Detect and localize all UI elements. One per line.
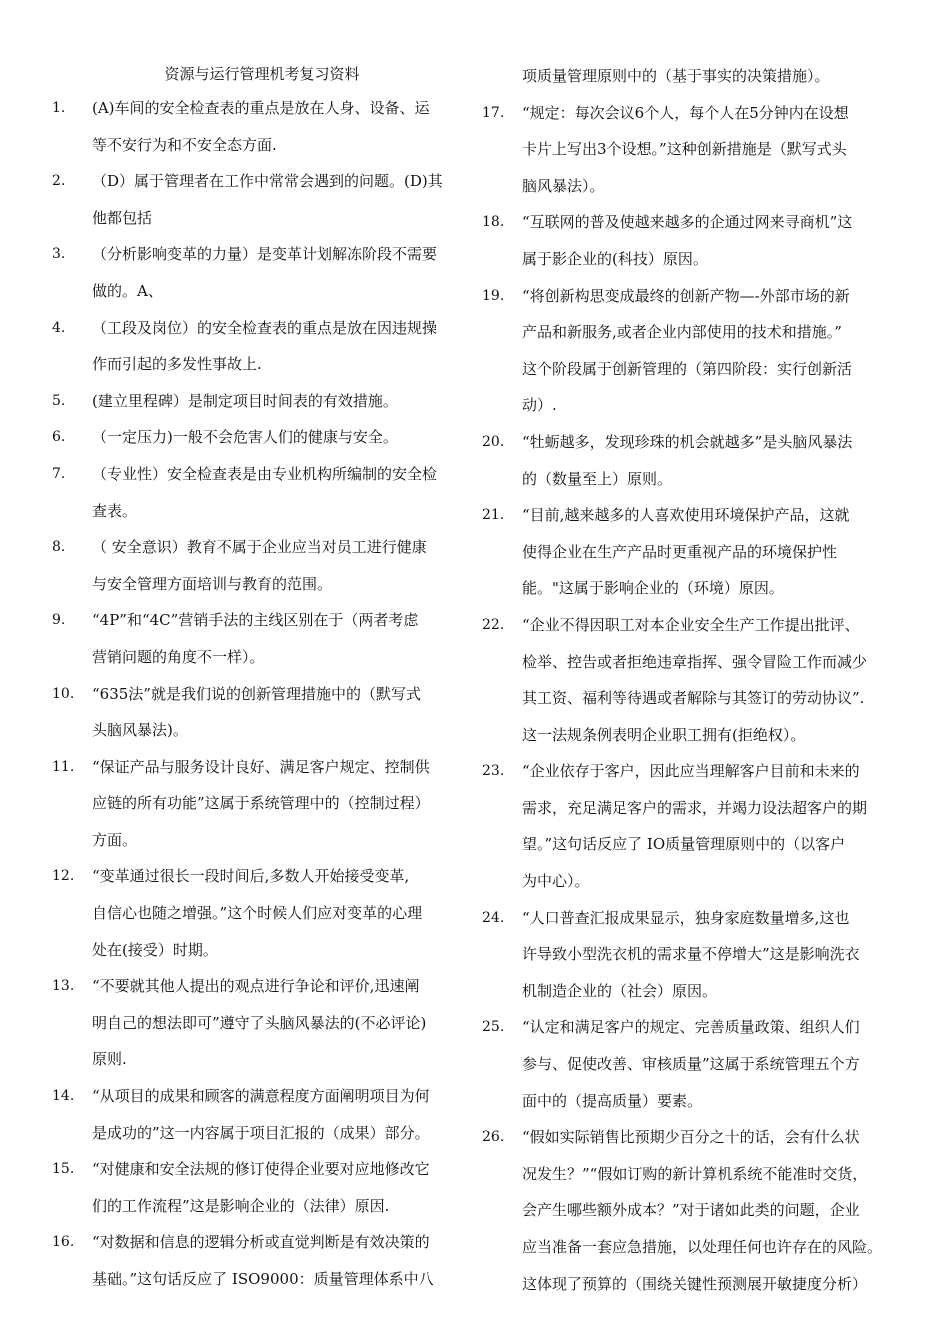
item-continuation-line	[482, 1046, 912, 1083]
item-text: “将创新构思变成最终的创新产物—-外部市场的新	[522, 286, 850, 305]
list-item	[52, 676, 472, 749]
list-item	[52, 1078, 472, 1151]
item-text: 做的。A、	[92, 281, 163, 300]
item-text: 应当准备一套应急措施，以处理任何也许存在的风险。	[522, 1238, 883, 1256]
item-text: “互联网的普及使越来越多的企通过网来寻商机”这	[522, 213, 853, 232]
item-number	[482, 1046, 522, 1083]
item-number: 2.	[52, 173, 66, 190]
list-item	[482, 424, 912, 497]
item-first-line	[52, 456, 472, 493]
list-item	[52, 310, 472, 383]
item-number	[52, 895, 92, 932]
item-number	[52, 639, 92, 676]
item-number: 25.	[482, 1019, 505, 1036]
item-text: “4P”和“4C”营销手法的主线区别在于（两者考虑	[92, 611, 419, 630]
item-number: 18.	[482, 214, 505, 231]
item-continuation-line	[52, 1115, 472, 1152]
item-number	[52, 932, 92, 969]
item-text: 属于影企业的(科技）原因。	[522, 249, 708, 268]
item-continuation-line	[52, 127, 472, 164]
item-number	[482, 570, 522, 607]
item-text: 的（数量至上）原则。	[522, 469, 673, 488]
list-item	[52, 968, 472, 1078]
item-text: “人口普查汇报成果显示，独身家庭数量增多,这也	[522, 908, 850, 927]
item-number	[482, 863, 522, 900]
item-text: 使得企业在生产产品时更重视产品的环境保护性	[522, 542, 838, 561]
item-number	[52, 346, 92, 383]
item-text: “规定：每次会议6个人，每个人在5分钟内在设想	[522, 103, 849, 122]
item-text: 作而引起的多发性事故上.	[92, 355, 262, 374]
list-item	[482, 1009, 912, 1119]
item-number: 24.	[482, 909, 505, 926]
item-continuation-line	[482, 790, 912, 827]
item-first-line	[482, 204, 912, 241]
item-number: 12.	[52, 868, 75, 885]
item-text: 机制造企业的（社会）原因。	[522, 981, 718, 1000]
item-number: 13.	[52, 978, 75, 995]
list-item	[482, 1119, 912, 1302]
list-item	[482, 900, 912, 1010]
item-text: 会产生哪些额外成本？”对于诸如此类的问题，企业	[522, 1201, 860, 1220]
item-number	[52, 200, 92, 237]
list-item	[482, 278, 912, 424]
item-text: “不要就其他人提出的观点进行争论和评价,迅速阐	[92, 977, 420, 996]
item-text: 营销问题的角度不一样）。	[92, 647, 265, 666]
item-number	[52, 1261, 92, 1298]
item-text: 其工资、福利等待遇或者解除与其签订的劳动协议”.	[522, 689, 865, 708]
item-text: 产品和新服务,或者企业内部使用的技术和措施。”	[522, 323, 842, 342]
item-continuation-line	[482, 570, 912, 607]
item-continuation-line	[482, 936, 912, 973]
item-number: 14.	[52, 1088, 75, 1105]
item-text: “牡蛎越多，发现珍珠的机会就越多”是头脑风暴法	[522, 432, 853, 451]
document-title: 资源与运行管理机考复习资料	[164, 65, 360, 83]
item-continuation-line	[52, 785, 472, 822]
item-continuation-line	[482, 1266, 912, 1303]
left-column	[52, 58, 472, 1298]
item-first-line	[52, 529, 472, 566]
item-first-line	[52, 419, 472, 456]
item-text: “企业依存于客户，因此应当理解客户目前和未来的	[522, 762, 860, 781]
item-text: 动）.	[522, 396, 557, 415]
item-first-line	[482, 1009, 912, 1046]
item-text: 处在(接受）时期。	[92, 940, 218, 959]
item-text: 是成功的”这一内容属于项目汇报的（成果）部分。	[92, 1123, 430, 1142]
item-number	[482, 973, 522, 1010]
item-number	[482, 790, 522, 827]
item-text: （ 安全意识）教育不属于企业应当对员工进行健康	[92, 538, 427, 557]
item-number	[482, 241, 522, 278]
continuation-text: 项质量管理原则中的（基于事实的决策措施）。	[522, 67, 830, 85]
item-text: (建立里程碑）是制定项目时间表的有效措施。	[92, 391, 398, 410]
item-number	[52, 1041, 92, 1078]
item-number	[482, 1156, 522, 1193]
item-number: 9.	[52, 612, 66, 629]
item-number	[482, 351, 522, 388]
item-continuation-line	[482, 131, 912, 168]
item-text: 自信心也随之增强。”这个时候人们应对变革的心理	[92, 904, 423, 923]
item-first-line	[52, 163, 472, 200]
item-continuation-line	[482, 863, 912, 900]
item-number	[482, 1192, 522, 1229]
item-text: “对数据和信息的逻辑分析或直觉判断是有效决策的	[92, 1233, 430, 1252]
item-number: 8.	[52, 539, 66, 556]
item-number	[482, 1266, 522, 1303]
item-first-line	[52, 90, 472, 127]
item-number: 4.	[52, 319, 66, 336]
item-number	[52, 1005, 92, 1042]
item-continuation-line	[482, 826, 912, 863]
item-text: （分析影响变革的力量）是变革计划解冻阶段不需要	[92, 245, 438, 264]
item-continuation-line	[482, 461, 912, 498]
item-number	[482, 461, 522, 498]
item-text: 明自己的想法即可”遵守了头脑风暴法的(不必评论)	[92, 1013, 427, 1032]
list-item	[52, 236, 472, 309]
item-continuation-line	[482, 314, 912, 351]
list-item	[482, 204, 912, 277]
item-first-line	[52, 310, 472, 347]
item-text: 查表。	[92, 501, 138, 520]
item-text: 检举、控告或者拒绝违章指挥、强令冒险工作而减少	[522, 652, 868, 671]
item-first-line	[482, 753, 912, 790]
item-first-line	[52, 602, 472, 639]
item-first-line	[482, 900, 912, 937]
list-item	[52, 1151, 472, 1224]
item-text: “企业不得因职工对本企业安全生产工作提出批评、	[522, 615, 860, 634]
item-first-line	[52, 1151, 472, 1188]
item-number: 20.	[482, 433, 505, 450]
item-number	[52, 127, 92, 164]
item-text: （D）属于管理者在工作中常常会遇到的问题。(D)其	[92, 172, 443, 191]
item-continuation-line	[52, 639, 472, 676]
item-continuation-line	[482, 680, 912, 717]
list-item	[52, 90, 472, 163]
item-first-line	[482, 95, 912, 132]
item-first-line	[482, 497, 912, 534]
item-number	[482, 1229, 522, 1266]
item-continuation-line	[52, 493, 472, 530]
item-first-line	[482, 607, 912, 644]
item-continuation-line	[52, 932, 472, 969]
item-number: 5.	[52, 392, 66, 409]
item-number	[52, 785, 92, 822]
item-first-line	[482, 278, 912, 315]
item-number: 23.	[482, 763, 505, 780]
item-continuation-line	[482, 644, 912, 681]
item-text: 方面。	[92, 830, 138, 849]
list-item	[52, 419, 472, 456]
item-number: 10.	[52, 685, 75, 702]
item-continuation-line	[52, 200, 472, 237]
item-continuation-line	[52, 1261, 472, 1298]
item-first-line	[52, 749, 472, 786]
item-text: 望。”这句话反应了 IO质量管理原则中的（以客户	[522, 835, 846, 854]
item-continuation-line	[52, 1188, 472, 1225]
item-continuation-line	[482, 1229, 912, 1266]
item-continuation-line	[482, 973, 912, 1010]
item-continuation-line	[52, 1005, 472, 1042]
item-number	[482, 680, 522, 717]
list-item	[52, 163, 472, 236]
item-number	[52, 1115, 92, 1152]
item-number	[52, 493, 92, 530]
item-number	[52, 822, 92, 859]
item-text: 脑风暴法）。	[522, 176, 605, 195]
list-item	[482, 95, 912, 205]
item-continuation-line	[52, 712, 472, 749]
item-first-line	[482, 1119, 912, 1156]
right-item-list	[482, 95, 912, 1303]
item-number	[52, 1188, 92, 1225]
item-continuation-line	[52, 895, 472, 932]
item-text: 这体现了预算的（围绕关键性预测展开敏捷度分析）	[522, 1274, 868, 1293]
list-item	[482, 607, 912, 753]
item-text: （工段及岗位）的安全检查表的重点是放在因违规操	[92, 318, 438, 337]
item-text: 参与、促使改善、审核质量”这属于系统管理五个方	[522, 1055, 860, 1074]
item-number	[482, 314, 522, 351]
item-number: 6.	[52, 429, 66, 446]
item-continuation-line	[482, 351, 912, 388]
item-first-line	[52, 383, 472, 420]
item-number	[482, 168, 522, 205]
item-text: 面中的（提高质量）要素。	[522, 1091, 703, 1110]
list-item	[52, 858, 472, 968]
item-text: 需求，充足满足客户的需求，并竭力设法超客户的期	[522, 798, 868, 817]
item-text: 应链的所有功能”这属于系统管理中的（控制过程）	[92, 794, 430, 813]
item-text: (A)车间的安全检查表的重点是放在人身、设备、运	[92, 99, 430, 117]
item-text: “从项目的成果和顾客的满意程度方面阐明项目为何	[92, 1087, 430, 1106]
item-number: 22.	[482, 616, 505, 633]
item-text: 卡片上写出3个设想。”这种创新措施是（默写式头	[522, 140, 847, 159]
left-item-list	[52, 90, 472, 1298]
item-first-line	[52, 968, 472, 1005]
item-number: 3.	[52, 246, 66, 263]
item-continuation-line	[482, 1083, 912, 1120]
item-number: 1.	[52, 100, 66, 116]
list-item	[52, 749, 472, 859]
item-text: 这一法规条例表明企业职工拥有(拒绝权）。	[522, 725, 806, 744]
item-number	[482, 936, 522, 973]
item-text: “635法”就是我们说的创新管理措施中的（默写式	[92, 684, 421, 703]
item-text: 基础。”这句话反应了 ISO9000：质量管理体系中八	[92, 1270, 434, 1288]
item-number	[482, 534, 522, 571]
list-item	[52, 602, 472, 675]
item-number	[52, 566, 92, 603]
item-text: “目前,越来越多的人喜欢使用环境保护产品，这就	[522, 506, 850, 525]
item-first-line	[52, 676, 472, 713]
item-continuation-line	[482, 1192, 912, 1229]
item-text: “认定和满足客户的规定、完善质量政策、组织人们	[522, 1018, 860, 1037]
item-continuation-line	[482, 717, 912, 754]
item-text: “假如实际销售比预期少百分之十的话，会有什么状	[522, 1128, 860, 1147]
item-continuation-line	[52, 346, 472, 383]
item-number	[482, 644, 522, 681]
item-number: 26.	[482, 1129, 505, 1146]
item-number: 15.	[52, 1161, 75, 1178]
item-text: 许导致小型洗衣机的需求量不停增大”这是影响洗衣	[522, 945, 860, 964]
item-text: 他都包括	[92, 208, 153, 227]
item-number: 11.	[52, 758, 75, 775]
item-text: 与安全管理方面培训与教育的范围。	[92, 574, 333, 593]
item-continuation-line	[482, 534, 912, 571]
item-first-line	[52, 1224, 472, 1261]
item-first-line	[52, 236, 472, 273]
list-item	[482, 753, 912, 899]
item-text: （一定压力)一般不会危害人们的健康与安全。	[92, 428, 398, 447]
item-continuation-line	[482, 241, 912, 278]
item-number	[482, 131, 522, 168]
item-text: 为中心）。	[522, 872, 590, 891]
item-number: 21.	[482, 507, 505, 524]
item-text: 等不安行为和不安全态方面.	[92, 135, 277, 154]
list-item	[52, 1224, 472, 1297]
item-continuation-line	[52, 566, 472, 603]
item-continuation-line	[482, 1156, 912, 1193]
item-text: “保证产品与服务设计良好、满足客户规定、控制供	[92, 757, 430, 776]
item-text: “对健康和安全法规的修订使得企业要对应地修改它	[92, 1160, 430, 1179]
item-number	[482, 717, 522, 754]
item-continuation-line	[52, 822, 472, 859]
item-number	[482, 826, 522, 863]
item-number: 19.	[482, 287, 505, 304]
item-text: 况发生？”“假如订购的新计算机系统不能准时交货，	[522, 1164, 868, 1183]
item-number	[52, 712, 92, 749]
item-continuation-line	[52, 1041, 472, 1078]
item-number: 7.	[52, 465, 66, 482]
item-continuation-line	[482, 387, 912, 424]
right-column	[482, 58, 912, 1302]
item-number	[482, 387, 522, 424]
list-item	[52, 529, 472, 602]
item-first-line	[482, 424, 912, 461]
item-first-line	[52, 858, 472, 895]
item-text: 原则.	[92, 1050, 127, 1069]
item-number	[482, 1083, 522, 1120]
list-item	[482, 497, 912, 607]
item-number: 17.	[482, 104, 505, 121]
item-number: 16.	[52, 1234, 75, 1251]
item-text: 们的工作流程”这是影响企业的（法律）原因.	[92, 1196, 390, 1215]
item-text: 头脑风暴法)。	[92, 721, 188, 740]
list-item	[52, 456, 472, 529]
item-continuation-line	[482, 168, 912, 205]
item-continuation-line	[52, 273, 472, 310]
list-item	[52, 383, 472, 420]
item-first-line	[52, 1078, 472, 1115]
item-text: 能。"这属于影响企业的（环境）原因。	[522, 579, 784, 598]
item-number	[52, 273, 92, 310]
item-text: 这个阶段属于创新管理的（第四阶段：实行创新活	[522, 359, 853, 378]
item-text: （专业性）安全检查表是由专业机构所编制的安全检	[92, 464, 438, 483]
item-text: “变革通过很长一段时间后,多数人开始接受变革,	[92, 867, 410, 886]
